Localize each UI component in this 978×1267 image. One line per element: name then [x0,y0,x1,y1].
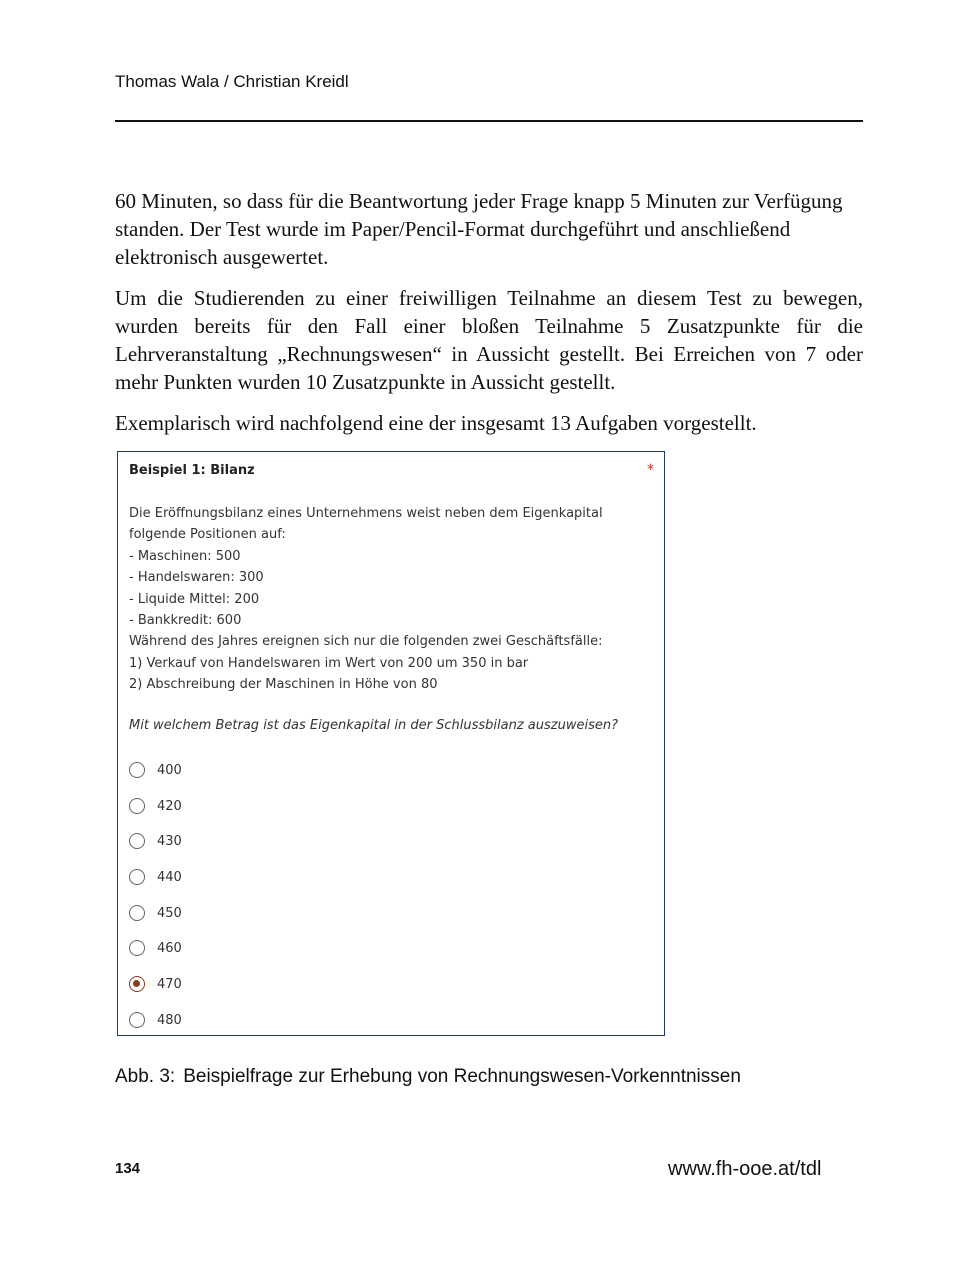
radio-button-icon[interactable] [129,905,145,921]
question-line: Die Eröffnungsbilanz eines Unternehmens weist neben dem Eigenkapital [129,506,603,521]
question-prompt: Mit welchem Betrag ist das Eigenkapital in der Schlussbilanz auszuweisen? [129,718,618,733]
answer-option[interactable] [129,760,182,780]
question-line: folgende Positionen auf: [129,527,286,543]
header-rule [115,120,863,122]
option-label: 470 [157,976,182,992]
answer-option[interactable] [129,831,182,851]
radio-button-icon[interactable] [129,940,145,956]
radio-button-icon[interactable] [129,869,145,885]
option-label: 450 [157,905,182,921]
question-line: - Handelswaren: 300 [129,570,264,586]
radio-button-checked-icon[interactable] [129,976,145,992]
required-marker: * [647,462,654,478]
answer-option[interactable] [129,867,182,887]
answer-option-selected[interactable] [129,974,182,994]
option-label: 400 [157,762,182,778]
question-line: - Maschinen: 500 [129,548,241,564]
question-body [129,503,649,696]
answer-option[interactable] [129,796,182,816]
radio-button-icon[interactable] [129,833,145,849]
question-line: - Bankkredit: 600 [129,612,242,628]
radio-button-icon[interactable] [129,798,145,814]
question-title: Beispiel 1: Bilanz [129,463,255,478]
option-label: 440 [157,869,182,885]
body-paragraph-2: Um die Studierenden zu einer freiwilligen Teilnahme an diesem Test zu bewegen, wurden bereits für den Fall einer bloßen Teilnahme 5 Zusatzpunkte für die Lehrveranstaltung „Rechnungswesen“ in Aussicht gestellt. Bei Erreichen von 7 oder mehr Punkten wurden 10 Zusatzpunkte in Aussicht gestellt. [115,286,863,394]
answer-option[interactable] [129,1010,182,1030]
option-label: 430 [157,833,182,849]
body-paragraph-1: 60 Minuten, so dass für die Beantwortung jeder Frage knapp 5 Minuten zur Verfügung standen. Der Test wurde im Paper/Pencil-Format durchgeführt und anschließend elektronisch ausgewertet. [115,189,843,269]
answer-option[interactable] [129,903,182,923]
caption-label: Abb. 3: [115,1066,176,1087]
body-paragraph-3: Exemplarisch wird nachfolgend eine der insgesamt 13 Aufgaben vorgestellt. [115,411,757,435]
question-line: Während des Jahres ereignen sich nur die folgenden zwei Geschäftsfälle: [129,634,603,650]
page-number: 134 [115,1160,141,1177]
option-label: 460 [157,940,182,956]
radio-button-icon[interactable] [129,1012,145,1028]
option-label: 480 [157,1012,182,1028]
question-line: - Liquide Mittel: 200 [129,591,260,607]
running-head-authors: Thomas Wala / Christian Kreidl [115,72,349,91]
caption-text: Beispielfrage zur Erhebung von Rechnungswesen-Vorkenntnissen [183,1066,741,1087]
figure-caption [115,1066,741,1088]
question-line: 2) Abschreibung der Maschinen in Höhe von 80 [129,677,438,693]
option-label: 420 [157,798,182,814]
answer-option[interactable] [129,938,182,958]
question-figure [117,451,665,1036]
footer-url: www.fh-ooe.at/tdl [668,1158,822,1180]
radio-button-icon[interactable] [129,762,145,778]
question-line: 1) Verkauf von Handelswaren im Wert von 200 um 350 in bar [129,655,529,671]
